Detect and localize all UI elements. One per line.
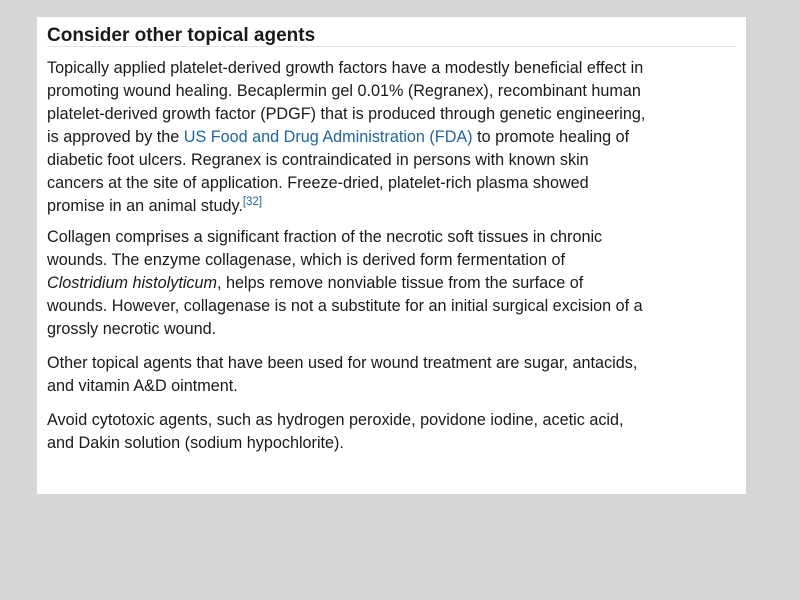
species-name: Clostridium histolyticum xyxy=(47,274,218,292)
text-line: Other topical agents that have been used for wound treatment are sugar, antacids, xyxy=(47,354,638,372)
paragraph-cytotoxic-agents xyxy=(47,409,736,455)
text-line: and Dakin solution (sodium hypochlorite). xyxy=(47,434,344,452)
text-line: platelet-derived growth factor (PDGF) that is produced through genetic engineering, xyxy=(47,105,646,123)
text-fragment: , helps remove nonviable tissue from the surface of xyxy=(217,274,584,292)
article-card xyxy=(37,17,746,494)
text-line: Avoid cytotoxic agents, such as hydrogen peroxide, povidone iodine, acetic acid, xyxy=(47,411,624,429)
text-line: diabetic foot ulcers. Regranex is contraindicated in persons with known skin xyxy=(47,151,589,169)
paragraph-other-agents xyxy=(47,352,736,398)
text-line: wounds. However, collagenase is not a substitute for an initial surgical excision of a xyxy=(47,297,643,315)
text-line: wounds. The enzyme collagenase, which is derived form fermentation of xyxy=(47,251,565,269)
text-line xyxy=(47,195,736,218)
text-fragment: promise in an animal study. xyxy=(47,197,243,215)
text-fragment: is approved by the xyxy=(47,128,184,146)
text-line xyxy=(47,126,736,149)
paragraph-collagen xyxy=(47,226,736,341)
text-line: grossly necrotic wound. xyxy=(47,320,217,338)
text-line: Collagen comprises a significant fraction of the necrotic soft tissues in chronic xyxy=(47,228,603,246)
text-line: cancers at the site of application. Freeze-dried, platelet-rich plasma showed xyxy=(47,174,589,192)
section-title: Consider other topical agents xyxy=(47,17,736,47)
text-fragment: to promote healing of xyxy=(472,128,630,146)
reference-link-32[interactable]: [32] xyxy=(242,196,263,208)
paragraph-growth-factors xyxy=(47,57,736,218)
text-line: and vitamin A&D ointment. xyxy=(47,377,238,395)
fda-link[interactable]: US Food and Drug Administration (FDA) xyxy=(183,128,473,146)
text-line: Topically applied platelet-derived growth factors have a modestly beneficial effect in xyxy=(47,59,644,77)
text-line xyxy=(47,272,736,295)
text-line: promoting wound healing. Becaplermin gel 0.01% (Regranex), recombinant human xyxy=(47,82,641,100)
